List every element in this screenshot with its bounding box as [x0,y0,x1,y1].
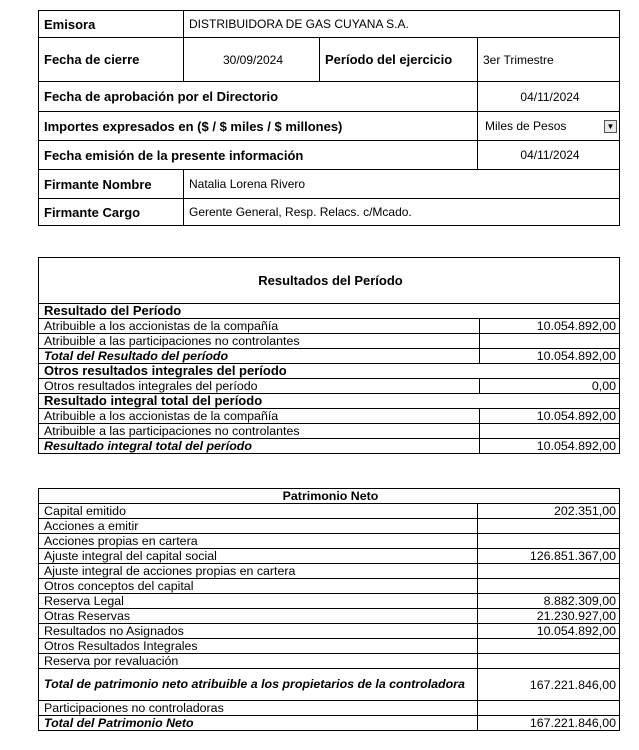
row-value [480,334,620,349]
table-row [39,394,620,409]
row-label: Atribuible a las participaciones no controlantes [39,424,480,439]
row-label: Capital emitido [39,504,478,519]
table-row [39,319,620,334]
table-row [39,439,620,454]
table-row [39,534,620,549]
row-value: 10.054.892,00 [478,624,620,639]
row-label: Total del Resultado del período [39,349,480,364]
table-row [39,379,620,394]
row-label: Resultados no Asignados [39,624,478,639]
table-row [39,519,620,534]
table-row [39,409,620,424]
row-label: Reserva Legal [39,594,478,609]
table-row [39,716,620,731]
row-label: Otros resultados integrales del período [39,364,620,379]
table-row [39,609,620,624]
emisora-value: DISTRIBUIDORA DE GAS CUYANA S.A. [184,11,620,38]
fecha-emision-value: 04/11/2024 [478,141,620,170]
row-label: Reserva por revaluación [39,654,478,669]
row-label: Ajuste integral del capital social [39,549,478,564]
fecha-emision-label: Fecha emisión de la presente información [39,141,478,170]
row-value: 167.221.846,00 [478,669,620,701]
firmante-cargo-label: Firmante Cargo [39,199,184,226]
header-table [38,10,620,226]
table-row [39,579,620,594]
table-row [39,639,620,654]
table-row [39,594,620,609]
firmante-cargo-value: Gerente General, Resp. Relacs. c/Mcado. [184,199,620,226]
row-label: Acciones propias en cartera [39,534,478,549]
row-label: Otros resultados integrales del período [39,379,480,394]
row-value: 10.054.892,00 [480,409,620,424]
table-row [39,549,620,564]
resultados-title: Resultados del Período [39,258,620,304]
table-row [39,669,620,701]
row-value [478,579,620,594]
row-value: 0,00 [480,379,620,394]
dropdown-arrow-icon[interactable]: ▼ [604,120,617,133]
table-row [39,504,620,519]
emisora-label: Emisora [39,11,184,38]
row-label: Atribuible a las participaciones no controlantes [39,334,480,349]
firmante-nombre-label: Firmante Nombre [39,170,184,199]
fecha-aprobacion-label: Fecha de aprobación por el Directorio [39,82,478,112]
periodo-value: 3er Trimestre [478,38,620,82]
row-label: Total de patrimonio neto atribuible a los propietarios de la controladora [39,669,478,701]
row-label: Otros Resultados Integrales [39,639,478,654]
row-label: Atribuible a los accionistas de la compañía [39,409,480,424]
row-value [478,534,620,549]
periodo-label: Período del ejercicio [320,38,478,82]
importes-label: Importes expresados en ($ / $ miles / $ millones) [39,112,478,141]
row-value: 126.851.367,00 [478,549,620,564]
table-row [39,304,620,319]
row-value: 202.351,00 [478,504,620,519]
row-value: 167.221.846,00 [478,716,620,731]
table-row [39,654,620,669]
table-row [39,349,620,364]
row-value [478,519,620,534]
patrimonio-table [38,488,620,731]
row-value [478,564,620,579]
fecha-aprobacion-value: 04/11/2024 [478,82,620,112]
row-value: 10.054.892,00 [480,319,620,334]
row-label: Participaciones no controladoras [39,701,478,716]
fecha-cierre-label: Fecha de cierre [39,38,184,82]
row-value: 10.054.892,00 [480,349,620,364]
resultados-table [38,257,620,454]
row-value: 21.230.927,00 [478,609,620,624]
row-label: Atribuible a los accionistas de la compañía [39,319,480,334]
row-value [478,701,620,716]
fecha-cierre-value: 30/09/2024 [184,38,320,82]
row-label: Resultado del Período [39,304,620,319]
row-label: Otros conceptos del capital [39,579,478,594]
row-label: Otras Reservas [39,609,478,624]
patrimonio-title: Patrimonio Neto [39,489,620,504]
row-label: Total del Patrimonio Neto [39,716,478,731]
table-row [39,364,620,379]
row-value [478,654,620,669]
row-label: Acciones a emitir [39,519,478,534]
table-row [39,624,620,639]
table-row [39,424,620,439]
row-value [478,639,620,654]
importes-select-value: Miles de Pesos [485,119,567,133]
row-label: Resultado integral total del período [39,394,620,409]
row-value: 10.054.892,00 [480,439,620,454]
table-row [39,334,620,349]
row-label: Ajuste integral de acciones propias en cartera [39,564,478,579]
row-value [480,424,620,439]
row-value: 8.882.309,00 [478,594,620,609]
row-label: Resultado integral total del período [39,439,480,454]
table-row [39,701,620,716]
firmante-nombre-value: Natalia Lorena Rivero [184,170,620,199]
table-row [39,564,620,579]
importes-select[interactable] [478,112,620,141]
